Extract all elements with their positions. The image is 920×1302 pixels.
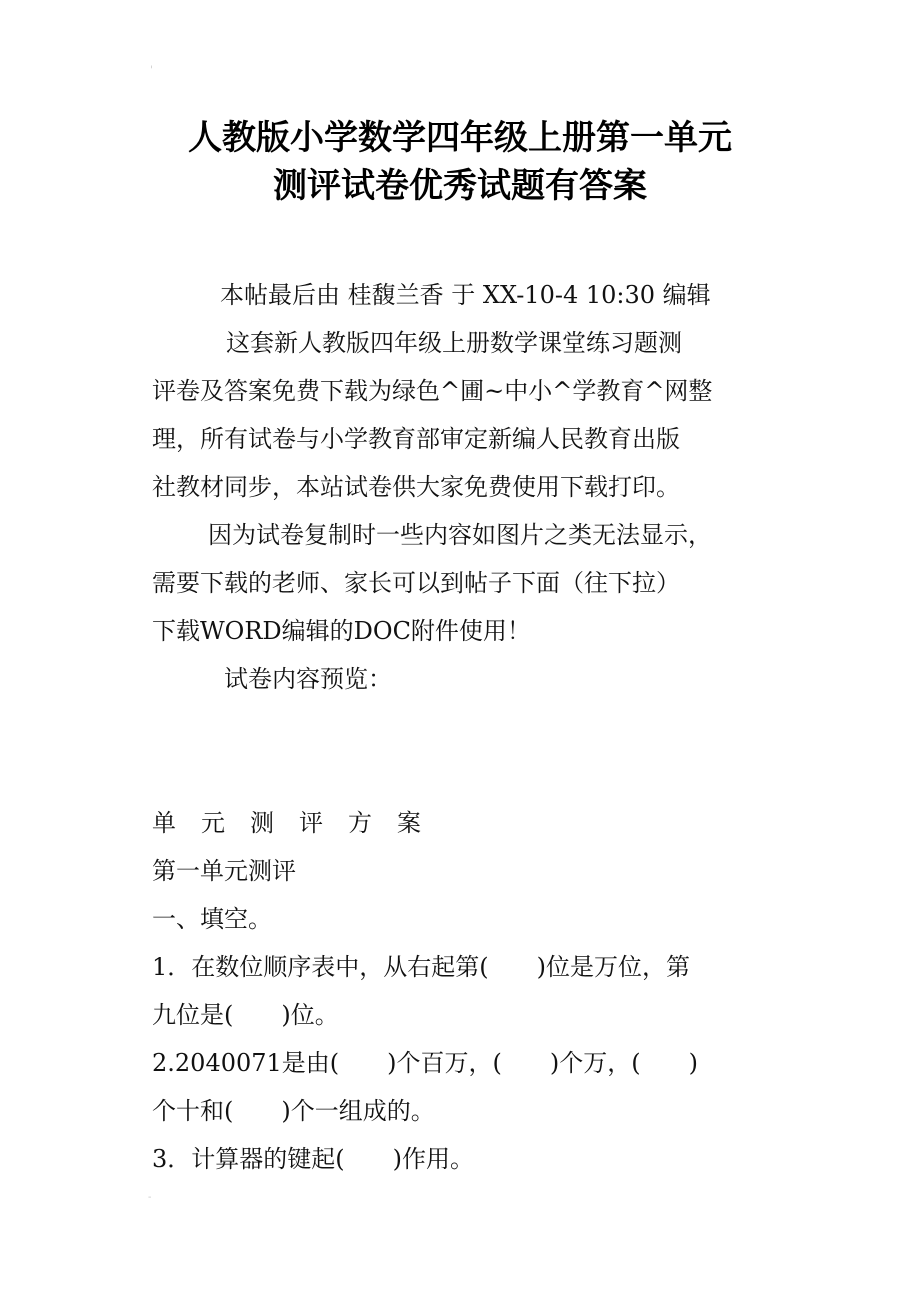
corner-mark-top: ': [150, 65, 153, 76]
document-title-line-1: 人教版小学数学四年级上册第一单元: [188, 118, 732, 158]
edit-meta-line: 本帖最后由 桂馥兰香 于 XX-10-4 10:30 编辑: [220, 281, 711, 309]
question-line-3: 2.2040071是由( )个百万，( )个万，( ): [152, 1049, 698, 1077]
unit-title: 第一单元测评: [152, 857, 296, 885]
notice-line-2: 需要下载的老师、家长可以到帖子下面（往下拉）: [152, 569, 680, 597]
question-line-1: 1．在数位顺序表中，从右起第( )位是万位，第: [152, 953, 690, 981]
corner-mark-bottom: -: [148, 1192, 152, 1203]
question-line-4: 个十和( )个一组成的。: [152, 1097, 435, 1125]
question-line-5: 3．计算器的键起( )作用。: [152, 1145, 474, 1173]
intro-line-3: 理，所有试卷与小学教育部审定新编人民教育出版: [152, 425, 680, 453]
notice-line-3: 下载WORD编辑的DOC附件使用！: [152, 617, 531, 645]
question-line-2: 九位是( )位。: [152, 1001, 339, 1029]
plan-heading: 单元测评方案: [152, 809, 446, 837]
notice-line-1: 因为试卷复制时一些内容如图片之类无法显示，: [208, 521, 712, 549]
preview-label: 试卷内容预览：: [224, 665, 392, 693]
section-title: 一、填空。: [152, 905, 272, 933]
intro-line-1: 这套新人教版四年级上册数学课堂练习题测: [226, 329, 682, 357]
document-title-line-2: 测评试卷优秀试题有答案: [273, 166, 647, 206]
intro-line-2: 评卷及答案免费下载为绿色^圃~中小^学教育^网整: [152, 377, 713, 405]
intro-line-4: 社教材同步，本站试卷供大家免费使用下载打印。: [152, 473, 680, 501]
